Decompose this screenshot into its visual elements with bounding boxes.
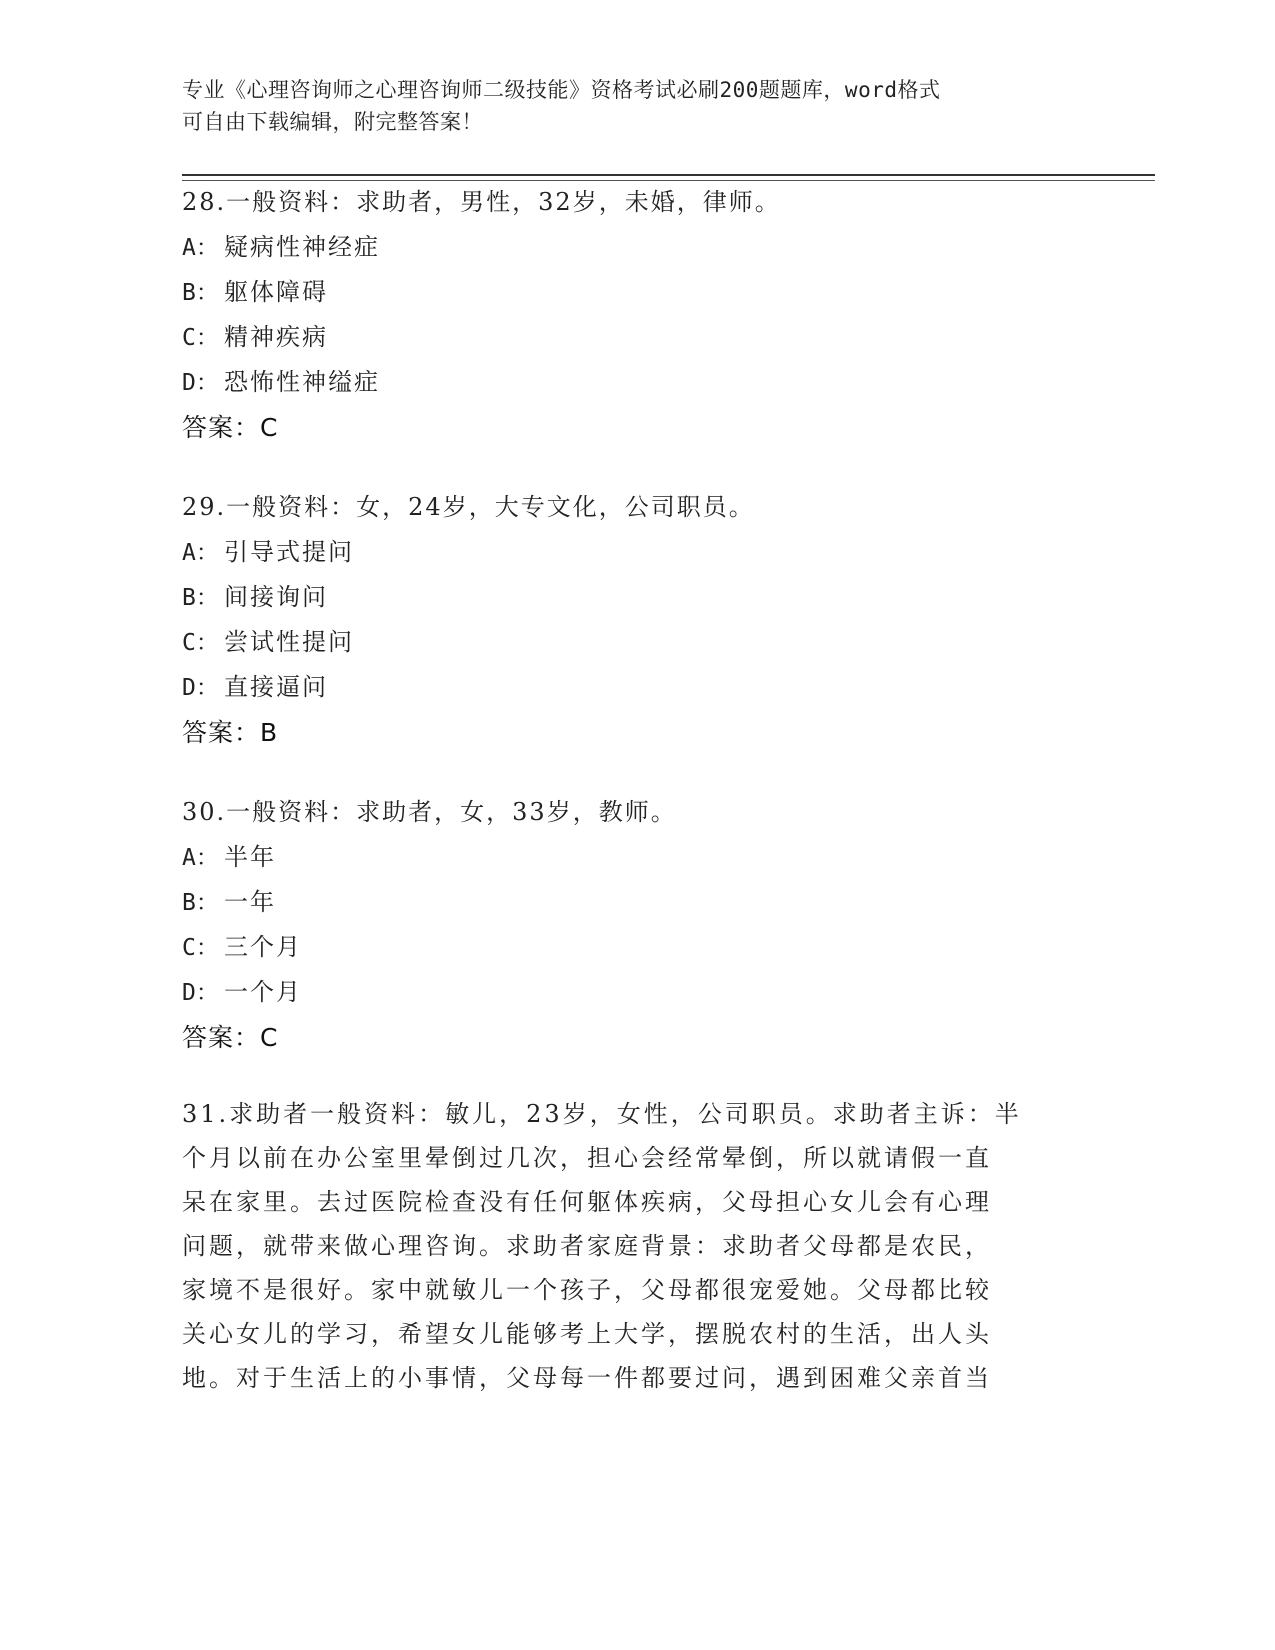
paragraph-line: 问题，就带来做心理咨询。求助者家庭背景：求助者父母都是农民，	[182, 1232, 992, 1260]
paragraph-line: 家境不是很好。家中就敏儿一个孩子，父母都很宠爱她。父母都比较	[182, 1276, 992, 1304]
option-label: C：	[182, 325, 219, 351]
option-d	[182, 360, 1082, 405]
option-label: C：	[182, 935, 219, 961]
question-31	[182, 1092, 1032, 1400]
header-line-2: 可自由下载编辑，附完整答案！	[182, 110, 483, 134]
option-text: 疑病性神经症	[224, 233, 380, 261]
option-text: 引导式提问	[224, 538, 354, 566]
option-label: B：	[182, 890, 219, 916]
question-stem: 30.一般资料：求助者，女，33岁，教师。	[182, 798, 677, 826]
option-b	[182, 575, 1082, 620]
header-divider-thick	[182, 174, 1155, 176]
option-text: 躯体障碍	[224, 278, 328, 306]
option-text: 三个月	[224, 933, 302, 961]
question-30	[182, 790, 1082, 1060]
header-line-1: 专业《心理咨询师之心理咨询师二级技能》资格考试必刷200题题库，word格式	[182, 78, 941, 102]
question-stem: 28.一般资料：求助者，男性，32岁，未婚，律师。	[182, 188, 781, 216]
option-label: A：	[182, 540, 219, 566]
option-label: D：	[182, 675, 219, 701]
option-text: 一年	[224, 888, 276, 916]
option-text: 半年	[224, 843, 276, 871]
paragraph-line: 关心女儿的学习，希望女儿能够考上大学，摆脱农村的生活，出人头	[182, 1320, 992, 1348]
option-a	[182, 835, 1082, 880]
paragraph-line: 个月以前在办公室里晕倒过几次，担心会经常晕倒，所以就请假一直	[182, 1144, 992, 1172]
option-label: B：	[182, 280, 219, 306]
option-label: A：	[182, 235, 219, 261]
paragraph-line: 呆在家里。去过医院检查没有任何躯体疾病，父母担心女儿会有心理	[182, 1188, 992, 1216]
option-label: A：	[182, 845, 219, 871]
option-label: C：	[182, 630, 219, 656]
paragraph-line: 地。对于生活上的小事情，父母每一件都要过问，遇到困难父亲首当	[182, 1364, 992, 1392]
option-d	[182, 970, 1082, 1015]
answer: 答案：B	[182, 718, 279, 747]
option-b	[182, 880, 1082, 925]
option-a	[182, 530, 1082, 575]
answer: 答案：C	[182, 1023, 279, 1052]
option-label: B：	[182, 585, 219, 611]
option-d	[182, 665, 1082, 710]
question-stem: 29.一般资料：女，24岁，大专文化，公司职员。	[182, 493, 755, 521]
option-a	[182, 225, 1082, 270]
document-header	[182, 74, 1062, 138]
question-28	[182, 180, 1082, 450]
option-text: 一个月	[224, 978, 302, 1006]
answer: 答案：C	[182, 413, 279, 442]
question-29	[182, 485, 1082, 755]
option-label: D：	[182, 370, 219, 396]
option-c	[182, 620, 1082, 665]
option-text: 尝试性提问	[224, 628, 354, 656]
option-label: D：	[182, 980, 219, 1006]
option-text: 恐怖性神缢症	[224, 368, 380, 396]
option-c	[182, 925, 1082, 970]
option-c	[182, 315, 1082, 360]
option-text: 精神疾病	[224, 323, 328, 351]
option-text: 直接逼问	[224, 673, 328, 701]
option-b	[182, 270, 1082, 315]
option-text: 间接询问	[224, 583, 328, 611]
paragraph-line: 31.求助者一般资料：敏儿，23岁，女性，公司职员。求助者主诉：半	[182, 1100, 1022, 1128]
